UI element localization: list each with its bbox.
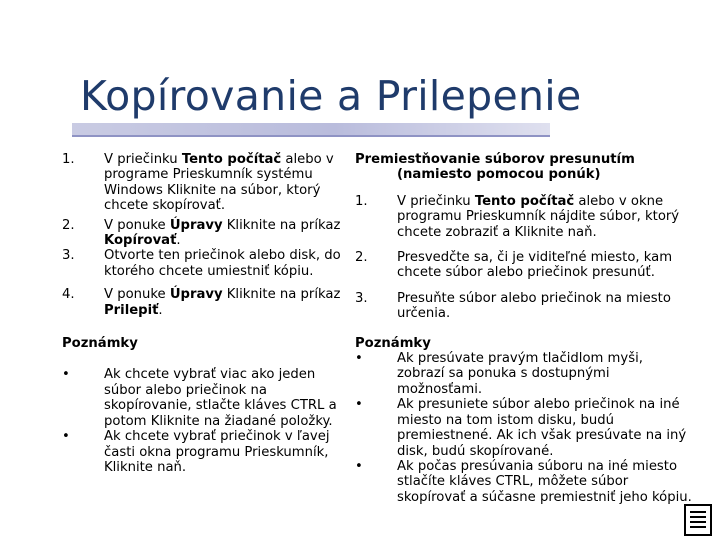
step-text: V ponuke Úpravy Kliknite na príkaz Kopírovať. <box>104 217 341 249</box>
step-item <box>355 250 693 281</box>
bullet-icon: • <box>355 397 363 413</box>
right-column <box>355 152 693 505</box>
note-item <box>62 367 344 429</box>
left-notes <box>62 336 344 475</box>
note-text: Ak chcete vybrať viac ako jeden súbor alebo priečinok na skopírovanie, stlačte kláves CTRL a potom Kliknite na žiadané položky. <box>104 367 337 429</box>
right-notes-heading: Poznámky <box>355 335 431 351</box>
note-text: Ak presuniete súbor alebo priečinok na iné miesto na tom istom disku, budú premiestnené. Ak ich však presúvate na iný disk, budú skopírované. <box>397 397 687 459</box>
right-notes <box>355 336 693 505</box>
title-underline-shadow <box>72 135 550 137</box>
bullet-icon: • <box>62 367 70 383</box>
step-text: V priečinku Tento počítač alebo v okne programu Prieskumník nájdite súbor, ktorý chcete zobraziť a Kliknite naň. <box>397 193 680 240</box>
move-heading: Premiestňovanie súborov presunutím <box>355 152 635 167</box>
step-text: V priečinku Tento počítač alebo v programe Prieskumník systému Windows Kliknite na súbor, ktorý chcete skopírovať. <box>104 152 334 214</box>
document-icon <box>684 504 712 536</box>
note-text: Ak presúvate pravým tlačidlom myši, zobrazí sa ponuka s dostupnými možnosťami. <box>397 351 643 397</box>
step-number: 2. <box>355 250 368 266</box>
slide-title: Kopírovanie a Prilepenie <box>80 72 582 120</box>
note-item <box>355 459 693 505</box>
step-item <box>62 248 344 279</box>
step-text: Presvedčte sa, či je viditeľné miesto, kam chcete súbor alebo priečinok presunúť. <box>397 250 673 281</box>
step-item <box>355 194 693 240</box>
note-text: Ak chcete vybrať priečinok v ľavej časti okna programu Prieskumník, Kliknite naň. <box>104 429 330 475</box>
step-item <box>62 287 344 318</box>
step-item <box>355 291 693 322</box>
step-text: Otvorte ten priečinok alebo disk, do ktorého chcete umiestniť kópiu. <box>104 248 341 279</box>
bullet-icon: • <box>355 351 363 367</box>
move-subheading: (namiesto pomocou ponúk) <box>397 167 601 183</box>
right-notes-list <box>355 351 693 505</box>
step-text: Presuňte súbor alebo priečinok na miesto určenia. <box>397 290 671 322</box>
step-number: 1. <box>62 152 75 167</box>
note-item <box>355 397 693 459</box>
bullet-icon: • <box>355 458 363 474</box>
note-text: Ak počas presúvania súboru na iné miesto stlačíte kláves CTRL, môžete súbor skopírovať a súčasne premiestniť jeho kópiu. <box>397 458 692 505</box>
step-item <box>62 152 344 214</box>
step-number: 3. <box>62 248 75 264</box>
step-number: 4. <box>62 287 75 303</box>
step-number: 2. <box>62 217 75 233</box>
move-steps-list <box>355 194 693 322</box>
step-item <box>62 218 344 249</box>
step-text: V ponuke Úpravy Kliknite na príkaz Prilepiť. <box>104 287 341 318</box>
copy-steps-list <box>62 152 344 318</box>
note-item <box>355 351 693 397</box>
left-column <box>62 152 344 475</box>
step-number: 3. <box>355 290 368 306</box>
note-item <box>62 429 344 475</box>
step-number: 1. <box>355 193 368 209</box>
bullet-icon: • <box>62 429 70 445</box>
left-notes-heading: Poznámky <box>62 336 138 352</box>
left-notes-list <box>62 367 344 475</box>
